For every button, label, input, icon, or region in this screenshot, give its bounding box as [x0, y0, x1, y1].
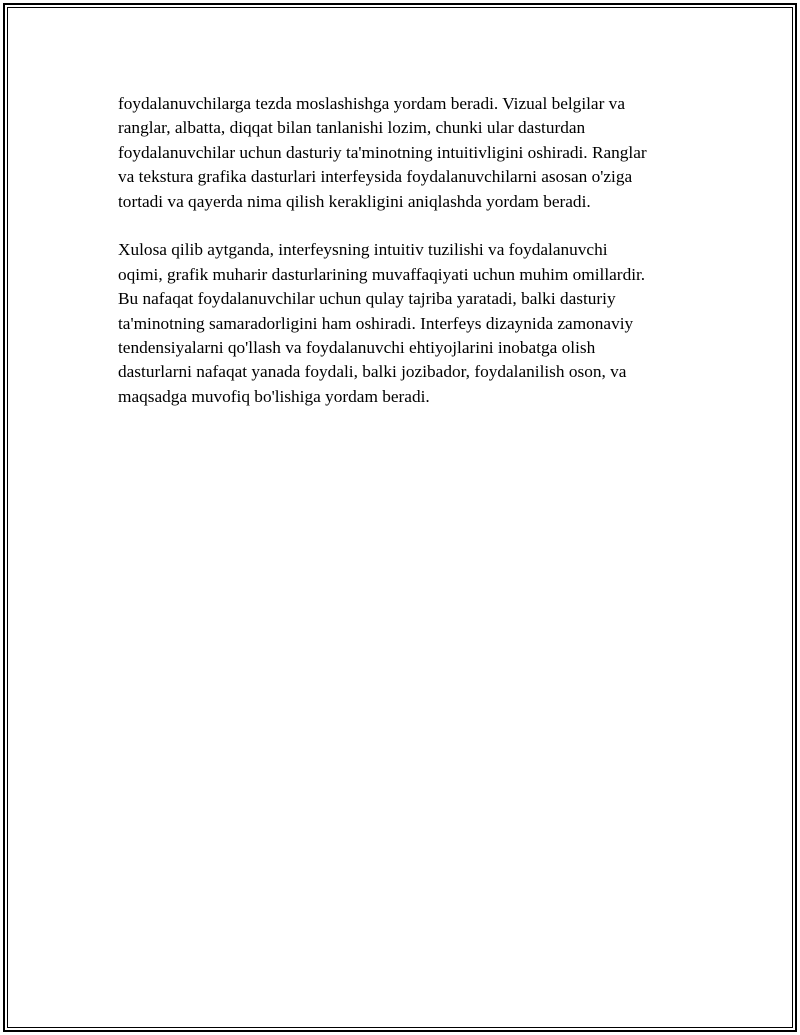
document-body — [118, 92, 708, 434]
paragraph-1: foydalanuvchilarga tezda moslashishga yordam beradi. Vizual belgilar va ranglar, albatta, diqqat bilan tanlanishi lozim, chunki ular dasturdan foydalanuvchilar uchun dasturiy ta'minotning intuitivligini oshiradi. Ranglar va tekstura grafika dasturlari interfeysida foydalanuvchilarni asosan o'ziga tortadi va qayerda nima qilish kerakligini aniqlashda yordam beradi. — [118, 94, 647, 211]
paragraph-2: Xulosa qilib aytganda, interfeysning intuitiv tuzilishi va foydalanuvchi oqimi, grafik muharir dasturlarining muvaffaqiyati uchun muhim omillardir. Bu nafaqat foydalanuvchilar uchun qulay tajriba yaratadi, balki dasturiy ta'minotning samaradorligini ham oshiradi. Interfeys dizaynida zamonaviy tendensiyalarni qo'llash va foydalanuvchi ehtiyojlarini inobatga olish dasturlarni nafaqat yanada foydali, balki jozibador, foydalanilish oson, va maqsadga muvofiq bo'lishiga yordam beradi. — [118, 240, 646, 406]
